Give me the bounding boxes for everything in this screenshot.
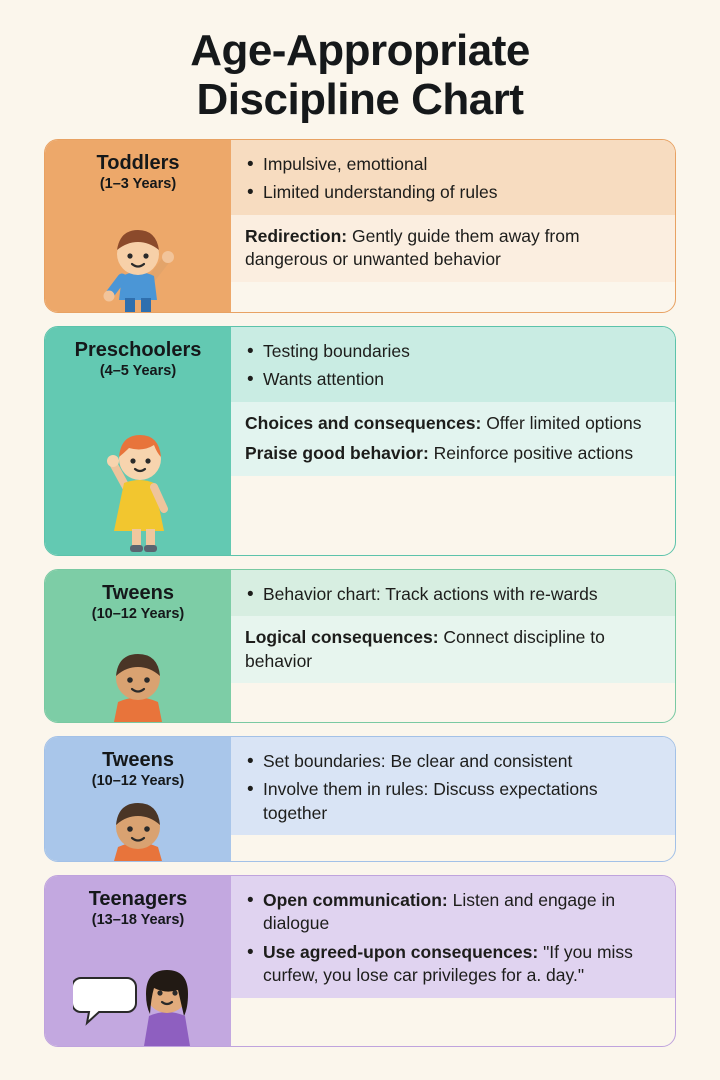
traits-block-tweens-green <box>231 570 675 617</box>
age-title-teenagers: Teenagers <box>88 887 188 910</box>
strategy-block-preschoolers <box>231 402 675 476</box>
age-range-tweens-blue: (10–12 Years) <box>91 772 185 789</box>
age-label-column-toddlers <box>45 140 231 312</box>
strategy-text: Offer limited options <box>481 412 642 433</box>
section-card-tweens-blue <box>44 736 676 862</box>
strategy-block-toddlers <box>231 215 675 282</box>
age-range-preschoolers: (4–5 Years) <box>99 362 177 379</box>
section-card-preschoolers <box>44 326 676 556</box>
strategy-item <box>245 442 659 466</box>
strategy-text: Connect discipline to behavior <box>245 627 605 671</box>
list-item: • Set boundaries: Be clear and consistent <box>245 750 659 774</box>
page-title <box>44 26 676 125</box>
strategy-label: Redirection: <box>245 225 348 246</box>
page-title-line-2: Discipline Chart <box>196 75 524 125</box>
age-label-column-preschoolers <box>45 327 231 555</box>
age-label-column-tweens-green <box>45 570 231 722</box>
list-item: • Limited understanding of rules <box>245 181 659 205</box>
age-title-tweens-green: Tweens <box>102 581 174 604</box>
teenager-speech-bubble-icon <box>45 928 231 1046</box>
strategy-label: Praise good behavior: <box>245 443 429 464</box>
traits-block-preschoolers <box>231 327 675 402</box>
age-title-tweens-blue: Tweens <box>102 748 174 771</box>
page-title-line-1: Age-Appropriate <box>190 26 530 75</box>
age-title-preschoolers: Preschoolers <box>74 338 202 361</box>
list-item: • Impulsive, emottional <box>245 153 659 177</box>
tween-child-icon <box>45 622 231 722</box>
toddler-child-icon <box>45 192 231 312</box>
list-item: • Involve them in rules: Discuss expectations together <box>245 778 659 825</box>
content-column-preschoolers <box>231 327 675 555</box>
age-label-column-tweens-blue <box>45 737 231 861</box>
content-column-tweens-blue <box>231 737 675 861</box>
strategy-label: Choices and consequences: <box>245 412 482 433</box>
list-item: • Testing boundaries <box>245 340 659 364</box>
content-column-tweens-green <box>231 570 675 722</box>
section-card-teenagers <box>44 875 676 1047</box>
list-item: • Behavior chart: Track actions with re-wards <box>245 583 659 607</box>
section-card-tweens-green <box>44 569 676 723</box>
strategy-text: Reinforce positive actions <box>428 443 634 464</box>
strategy-text: Gently guide them away from dangerous or unwanted behavior <box>245 225 580 270</box>
age-range-toddlers: (1–3 Years) <box>99 175 177 192</box>
strategy-item <box>245 225 659 272</box>
strategy-block-tweens-green <box>231 616 675 683</box>
strategy-item <box>245 412 659 436</box>
preschooler-child-icon <box>45 379 231 555</box>
list-item <box>245 889 659 936</box>
age-range-tweens-green: (10–12 Years) <box>91 605 185 622</box>
traits-block-tweens-blue <box>231 737 675 836</box>
age-range-teenagers: (13–18 Years) <box>91 911 185 928</box>
strategy-text: Listen and engage in dialogue <box>263 889 616 934</box>
strategy-block-teenagers <box>231 876 675 999</box>
strategy-label: Open communication: <box>263 889 448 910</box>
content-column-toddlers <box>231 140 675 312</box>
strategy-text: "If you miss curfew, you lose car privileges for a. day." <box>263 941 633 986</box>
strategy-item <box>245 626 659 673</box>
traits-block-toddlers <box>231 140 675 215</box>
strategy-label: Use agreed-upon consequences: <box>263 941 539 962</box>
list-item <box>245 941 659 988</box>
age-title-toddlers: Toddlers <box>96 151 180 174</box>
section-card-toddlers <box>44 139 676 313</box>
tween-child-icon <box>45 789 231 861</box>
age-label-column-teenagers <box>45 876 231 1046</box>
content-column-teenagers <box>231 876 675 1046</box>
strategy-label: Logical consequences: <box>245 627 439 648</box>
list-item: • Wants attention <box>245 368 659 392</box>
